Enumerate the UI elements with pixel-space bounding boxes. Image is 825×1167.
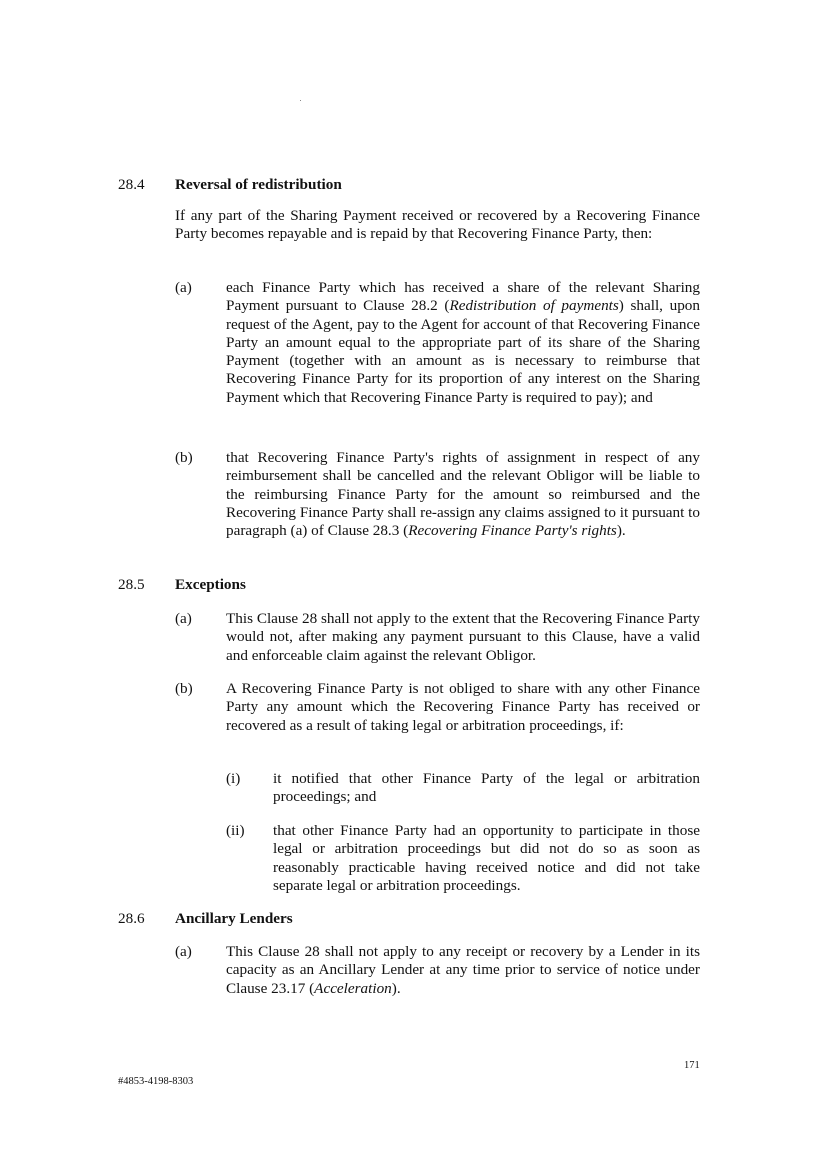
- stray-mark: [300, 100, 301, 101]
- item-text: This Clause 28 shall not apply to any receipt or recovery by a Lender in its capacity as an Ancillary Lender at any time prior to service of notice under Clause 23.17 (Acceleration).: [226, 943, 700, 997]
- document-reference: #4853-4198-8303: [118, 1076, 194, 1087]
- section-title: Ancillary Lenders: [175, 910, 293, 927]
- item-label: (a): [175, 279, 192, 296]
- subitem-text: that other Finance Party had an opportunity to participate in those legal or arbitration proceedings but did not do so as soon as reasonably practicable having received notice and did not take separate legal or arbitration proceedings.: [273, 822, 700, 894]
- subitem-label: (i): [226, 770, 241, 787]
- section-heading-28-6: [118, 910, 293, 928]
- item-text: This Clause 28 shall not apply to the extent that the Recovering Finance Party would not, after making any payment pursuant to this Clause, have a valid and enforceable claim against the relevant Obligor.: [226, 610, 700, 664]
- item-label: (a): [175, 610, 192, 627]
- section-number: 28.4: [118, 176, 145, 193]
- sub-list-item: [226, 822, 700, 895]
- list-item: [175, 449, 700, 540]
- item-text: A Recovering Finance Party is not obliged to share with any other Finance Party any amount which the Recovering Finance Party has received or recovered as a result of taking legal or arbitration proceedings, if:: [226, 680, 700, 734]
- item-label: (b): [175, 680, 193, 697]
- list-item: [175, 610, 700, 665]
- section-title: Reversal of redistribution: [175, 176, 342, 193]
- section-title: Exceptions: [175, 576, 246, 593]
- section-number: 28.6: [118, 910, 145, 927]
- section-intro: If any part of the Sharing Payment received or recovered by a Recovering Finance Party becomes repayable and is repaid by that Recovering Finance Party, then:: [175, 207, 700, 243]
- item-text: that Recovering Finance Party's rights of assignment in respect of any reimbursement shall be cancelled and the relevant Obligor will be liable to the reimbursing Finance Party for the amount so reimbursed and the Recovering Finance Party shall re-assign any claims assigned to it pursuant to paragraph (a) of Clause 28.3 (Recovering Finance Party's rights).: [226, 449, 700, 540]
- section-heading-28-4: [118, 176, 342, 194]
- list-item: [175, 680, 700, 735]
- page-number: 171: [684, 1060, 700, 1071]
- subitem-label: (ii): [226, 822, 245, 839]
- item-label: (a): [175, 943, 192, 960]
- list-item: [175, 943, 700, 998]
- item-text: each Finance Party which has received a share of the relevant Sharing Payment pursuant to Clause 28.2 (Redistribution of payments) shall, upon request of the Agent, pay to the Agent for account of that Recovering Finance Party an amount equal to the appropriate part of its share of the Sharing Payment (together with an amount as is necessary to reimburse that Recovering Finance Party for its proportion of any interest on the Sharing Payment which that Recovering Finance Party is required to pay); and: [226, 279, 700, 406]
- item-label: (b): [175, 449, 193, 466]
- section-heading-28-5: [118, 576, 246, 594]
- subitem-text: it notified that other Finance Party of the legal or arbitration proceedings; and: [273, 770, 700, 806]
- list-item: [175, 279, 700, 407]
- sub-list-item: [226, 770, 700, 807]
- section-number: 28.5: [118, 576, 145, 593]
